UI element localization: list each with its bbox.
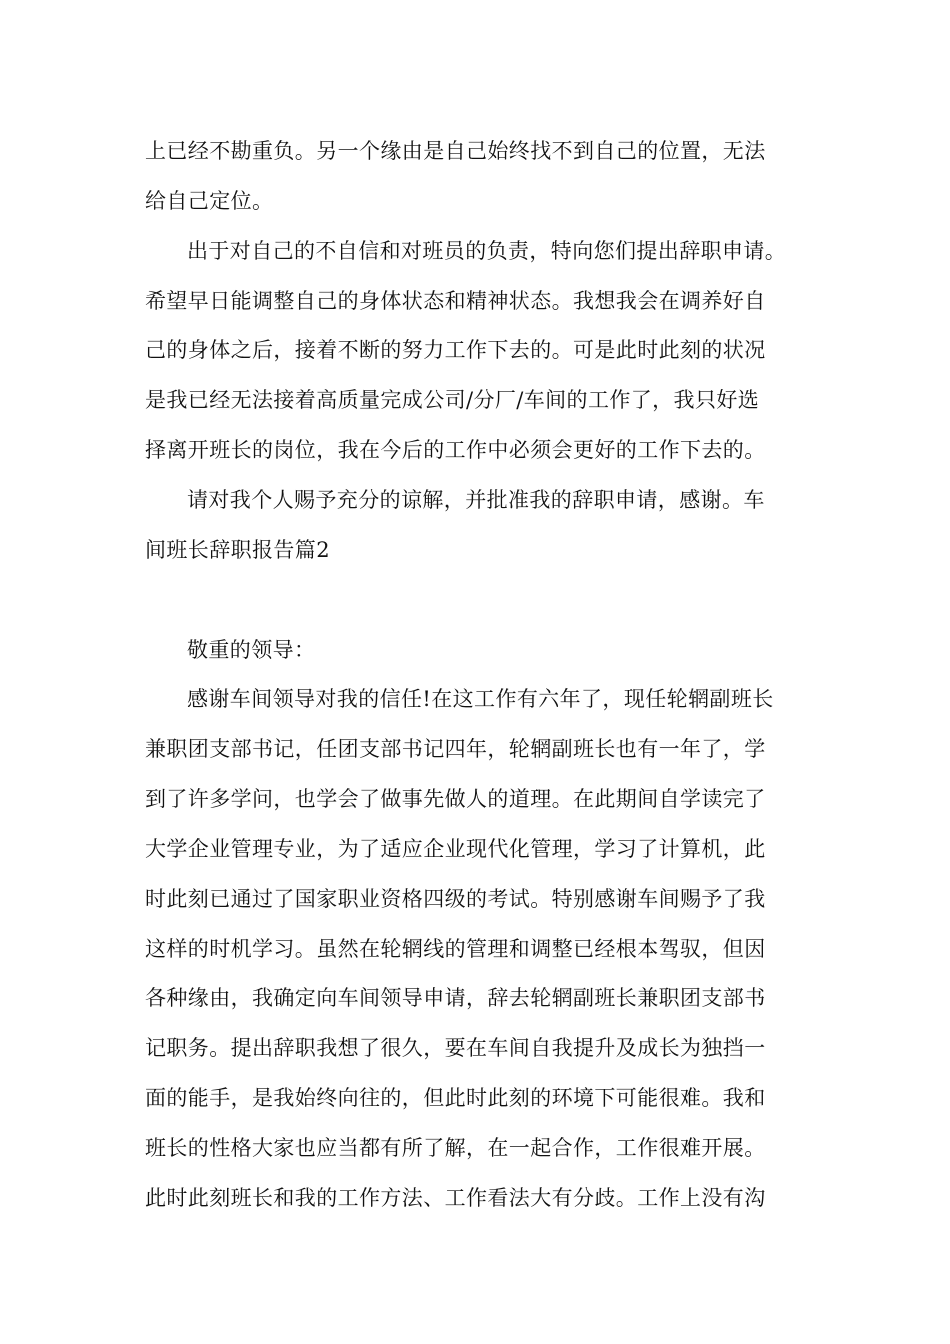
text-line: 上已经不勘重负。另一个缘由是自己始终找不到自己的位置，无法	[145, 139, 766, 163]
text-line: 大学企业管理专业，为了适应企业现代化管理，学习了计算机，此	[145, 837, 766, 861]
salutation: 敬重的领导：	[187, 638, 316, 662]
text-line: 班长的性格大家也应当都有所了解，在一起合作，工作很难开展。	[145, 1136, 766, 1160]
text-line: 是我已经无法接着高质量完成公司/分厂/车间的工作了，我只好选	[145, 388, 760, 412]
text-line: 己的身体之后，接着不断的努力工作下去的。可是此时此刻的状况	[145, 338, 766, 362]
text-line: 此时此刻班长和我的工作方法、工作看法大有分歧。工作上没有沟	[145, 1186, 766, 1210]
text-line: 这样的时机学习。虽然在轮辋线的管理和调整已经根本驾驭，但因	[145, 937, 766, 961]
text-line: 时此刻已通过了国家职业资格四级的考试。特别感谢车间赐予了我	[145, 887, 766, 911]
text-line: 出于对自己的不自信和对班员的负责，特向您们提出辞职申请。	[187, 239, 787, 263]
text-line: 择离开班长的岗位，我在今后的工作中必须会更好的工作下去的。	[145, 438, 766, 462]
text-line: 间班长辞职报告篇2	[145, 538, 330, 562]
text-line: 兼职团支部书记，任团支部书记四年，轮辋副班长也有一年了，学	[145, 737, 766, 761]
text-line: 面的能手，是我始终向往的，但此时此刻的环境下可能很难。我和	[145, 1086, 766, 1110]
text-line: 记职务。提出辞职我想了很久，要在车间自我提升及成长为独挡一	[145, 1036, 766, 1060]
text-line: 希望早日能调整自己的身体状态和精神状态。我想我会在调养好自	[145, 289, 766, 313]
text-line: 到了许多学问，也学会了做事先做人的道理。在此期间自学读完了	[145, 787, 766, 811]
text-line: 请对我个人赐予充分的谅解，并批准我的辞职申请，感谢。车	[187, 488, 765, 512]
text-line: 各种缘由，我确定向车间领导申请，辞去轮辋副班长兼职团支部书	[145, 986, 766, 1010]
text-line: 给自己定位。	[145, 189, 274, 213]
text-line: 感谢车间领导对我的信任!在这工作有六年了，现任轮辋副班长	[187, 687, 774, 711]
